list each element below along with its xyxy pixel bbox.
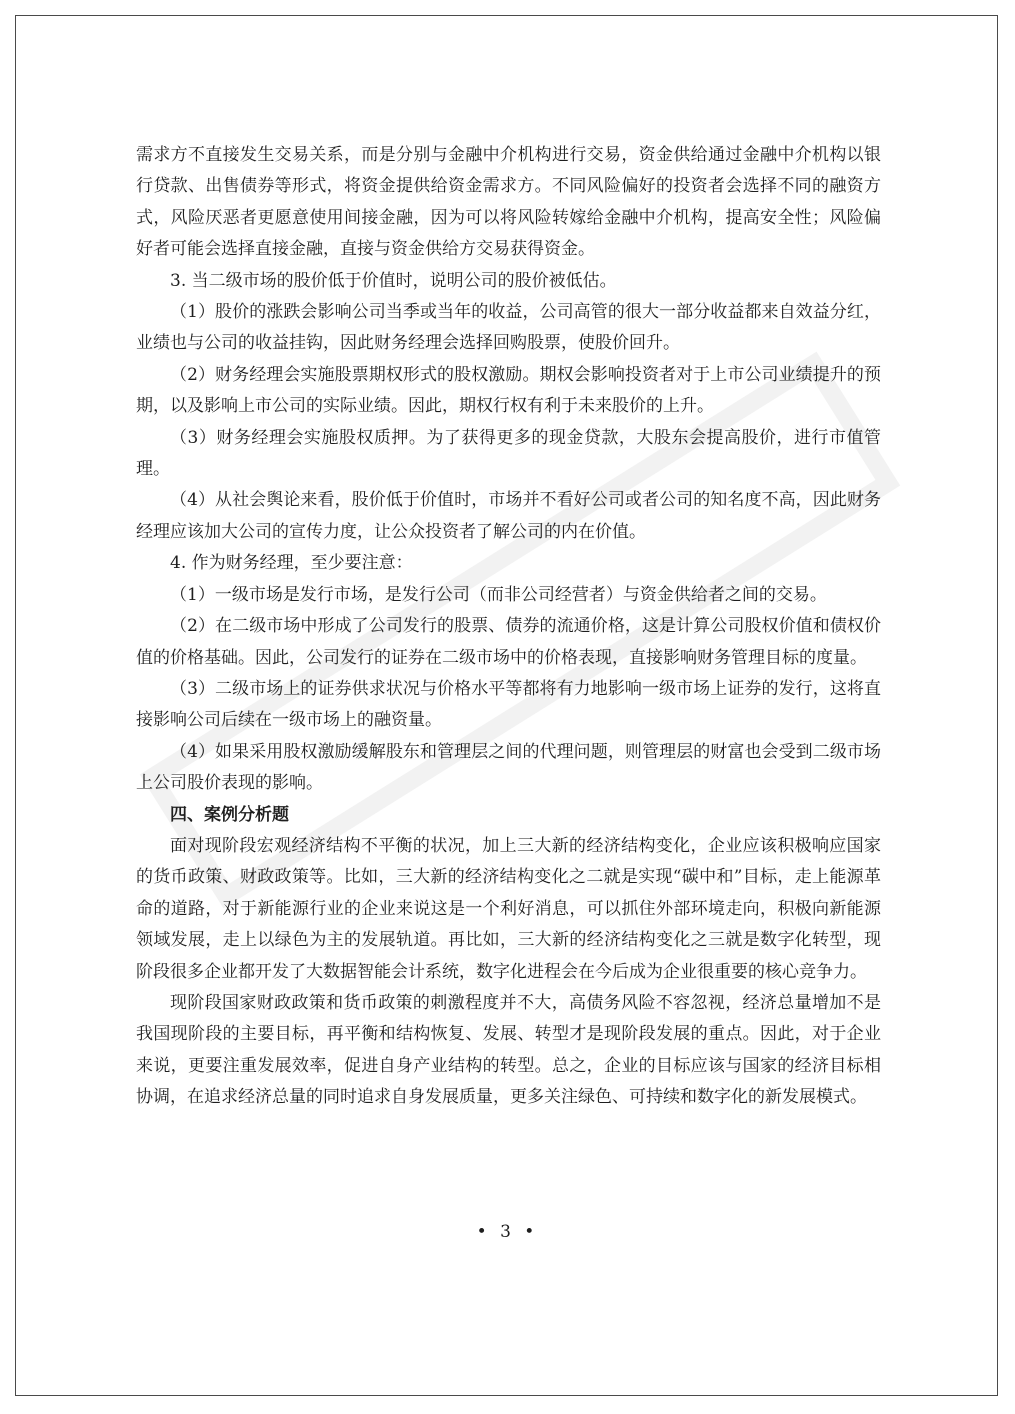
paragraph-point-3-2: （2）财务经理会实施股票期权形式的股权激励。期权会影响投资者对于上市公司业绩提升的预期，以及影响上市公司的实际业绩。因此，期权行权有利于未来股价的上升。 — [136, 364, 881, 417]
page-number: • 3 • — [476, 1222, 539, 1242]
paragraph-point-3: 3. 当二级市场的股价低于价值时，说明公司的股价被低估。 — [170, 270, 617, 291]
paragraph-point-3-3: （3）财务经理会实施股权质押。为了获得更多的现金贷款，大股东会提高股价，进行市值管理。 — [136, 427, 881, 480]
section-heading: 四、案例分析题 — [170, 804, 289, 825]
paragraph-point-4-3: （3）二级市场上的证券供求状况与价格水平等都将有力地影响一级市场上证券的发行，这将直接影响公司后续在一级市场上的融资量。 — [136, 678, 881, 731]
case-paragraph: 现阶段国家财政政策和货币政策的刺激程度并不大，高债务风险不容忽视，经济总量增加不是我国现阶段的主要目标，再平衡和结构恢复、发展、转型才是现阶段发展的重点。因此，对于企业来说，更要注重发展效率，促进自身产业结构的转型。总之，企业的目标应该与国家的经济目标相协调，在追求经济总量的同时追求自身发展质量，更多关注绿色、可持续和数字化的新发展模式。 — [136, 992, 881, 1108]
paragraph-point-3-1: （1）股价的涨跌会影响公司当季或当年的收益，公司高管的很大一部分收益都来自效益分红，业绩也与公司的收益挂钩，因此财务经理会选择回购股票，使股价回升。 — [136, 302, 881, 354]
paragraph-point-4-4: （4）如果采用股权激励缓解股东和管理层之间的代理问题，则管理层的财富也会受到二级市场上公司股价表现的影响。 — [136, 741, 881, 794]
paragraph-point-4-2: （2）在二级市场中形成了公司发行的股票、债券的流通价格，这是计算公司股权价值和债权价值的价格基础。因此，公司发行的证券在二级市场中的价格表现，直接影响财务管理目标的度量。 — [136, 616, 881, 668]
paragraph-point-3-4: （4）从社会舆论来看，股价低于价值时，市场并不看好公司或者公司的知名度不高，因此财务经理应该加大公司的宣传力度，让公众投资者了解公司的内在价值。 — [136, 490, 881, 542]
document-body — [136, 140, 881, 1114]
case-paragraph: 面对现阶段宏观经济结构不平衡的状况，加上三大新的经济结构变化，企业应该积极响应国家的货币政策、财政政策等。比如，三大新的经济结构变化之二就是实现“碳中和”目标，走上能源革命的道路，对于新能源行业的企业来说这是一个利好消息，可以抓住外部环境走向，积极向新能源领域发展，走上以绿色为主的发展轨道。再比如，三大新的经济结构变化之三就是数字化转型，现阶段很多企业都开发了大数据智能会计系统，数字化进程会在今后成为企业很重要的核心竞争力。 — [136, 835, 881, 982]
paragraph-point-4: 4. 作为财务经理，至少要注意： — [170, 553, 413, 574]
paragraph-continuation: 需求方不直接发生交易关系，而是分别与金融中介机构进行交易，资金供给通过金融中介机构以银行贷款、出售债券等形式，将资金提供给资金需求方。不同风险偏好的投资者会选择不同的融资方式，风险厌恶者更愿意使用间接金融，因为可以将风险转嫁给金融中介机构，提高安全性；风险偏好者可能会选择直接金融，直接与资金供给方交易获得资金。 — [136, 145, 881, 260]
paragraph-point-4-1: （1）一级市场是发行市场，是发行公司（而非公司经营者）与资金供给者之间的交易。 — [170, 584, 827, 605]
